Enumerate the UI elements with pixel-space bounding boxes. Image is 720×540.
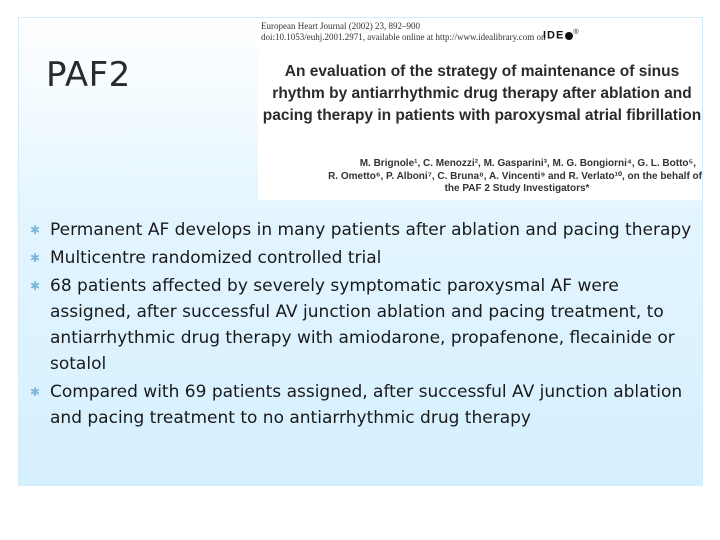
- bullet-list: [30, 217, 695, 433]
- bullet-item: [30, 245, 695, 271]
- authors-line-2: R. Ometto⁶, P. Alboni⁷, C. Bruna⁸, A. Vincenti⁹ and R. Verlato¹⁰, on the behalf of: [328, 170, 702, 182]
- bullet-text: 68 patients affected by severely symptomatic paroxysmal AF were assigned, after successful AV junction ablation and pacing treatment, to antiarrhythmic drug therapy with amiodarone, propafenone, flecainide or sotalol: [50, 276, 675, 374]
- asterisk-bullet-icon: ✱: [30, 251, 41, 265]
- publisher-logo: IDE ®: [543, 29, 580, 42]
- article-authors: [262, 158, 702, 196]
- asterisk-bullet-icon: ✱: [30, 385, 41, 399]
- article-header-image: [258, 18, 702, 200]
- doi-line: doi:10.1053/euhj.2001.2971, available online at http://www.idealibrary.com on: [261, 32, 546, 42]
- authors-line-1: M. Brignole¹, C. Menozzi², M. Gasparini³, M. G. Bongiorni⁴, G. L. Botto⁵,: [359, 158, 696, 169]
- asterisk-bullet-icon: ✱: [30, 223, 41, 237]
- slide-title: PAF2: [46, 55, 131, 95]
- bullet-text: Multicentre randomized controlled trial: [50, 248, 382, 268]
- publisher-logo-text: IDE: [543, 29, 565, 42]
- bullet-item: [30, 217, 695, 243]
- bullet-item: [30, 379, 695, 431]
- article-title: An evaluation of the strategy of maintenance of sinus rhythm by antiarrhythmic drug therapy after ablation and pacing therapy in patients with paroxysmal atrial fibrillation: [262, 63, 702, 124]
- bullet-text: Permanent AF develops in many patients after ablation and pacing therapy: [50, 220, 692, 240]
- authors-line-3: the PAF 2 Study Investigators*: [444, 183, 590, 194]
- bullet-item: [30, 273, 695, 377]
- asterisk-bullet-icon: ✱: [30, 279, 41, 293]
- bullet-text: Compared with 69 patients assigned, after successful AV junction ablation and pacing treatment to no antiarrhythmic drug therapy: [50, 382, 683, 428]
- journal-citation: European Heart Journal (2002) 23, 892–900: [261, 21, 420, 31]
